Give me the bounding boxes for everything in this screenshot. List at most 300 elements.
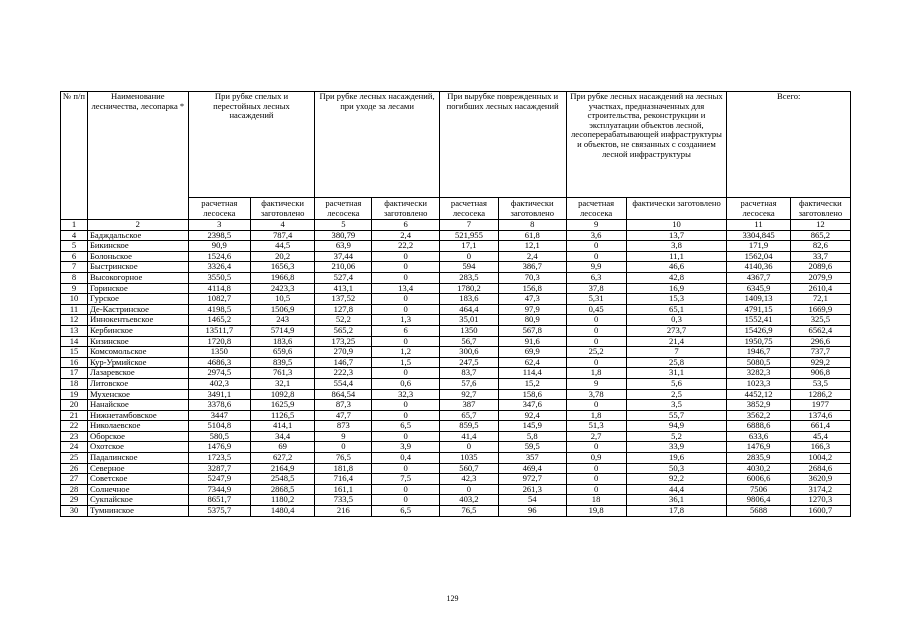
row-number-cell: 27 bbox=[61, 474, 88, 485]
value-cell: 243 bbox=[250, 315, 314, 326]
value-cell: 146,7 bbox=[315, 357, 372, 368]
value-cell: 32,3 bbox=[372, 389, 439, 400]
row-number-cell: 28 bbox=[61, 484, 88, 495]
row-number-cell: 18 bbox=[61, 378, 88, 389]
value-cell: 156,8 bbox=[499, 283, 566, 294]
value-cell: 3282,3 bbox=[727, 368, 790, 379]
value-cell: 1092,8 bbox=[250, 389, 314, 400]
value-cell: 92,7 bbox=[439, 389, 498, 400]
value-cell: 59,5 bbox=[499, 442, 566, 453]
value-cell: 36,1 bbox=[626, 495, 727, 506]
value-cell: 32,1 bbox=[250, 378, 314, 389]
row-number-cell: 22 bbox=[61, 421, 88, 432]
value-cell: 4114,8 bbox=[188, 283, 250, 294]
value-cell: 1723,5 bbox=[188, 453, 250, 464]
forestry-name-cell: Советское bbox=[87, 474, 188, 485]
value-cell: 42,3 bbox=[439, 474, 498, 485]
value-cell: 3447 bbox=[188, 410, 250, 421]
value-cell: 347,6 bbox=[499, 400, 566, 411]
value-cell: 2,7 bbox=[566, 431, 626, 442]
forestry-name-cell: Солнечное bbox=[87, 484, 188, 495]
value-cell: 2868,5 bbox=[250, 484, 314, 495]
value-cell: 3304,845 bbox=[727, 230, 790, 241]
forestry-name-cell: Кур-Урмийское bbox=[87, 357, 188, 368]
value-cell: 91,6 bbox=[499, 336, 566, 347]
value-cell: 716,4 bbox=[315, 474, 372, 485]
value-cell: 92,2 bbox=[626, 474, 727, 485]
forestry-name-cell: Сукпайское bbox=[87, 495, 188, 506]
value-cell: 7506 bbox=[727, 484, 790, 495]
value-cell: 5104,8 bbox=[188, 421, 250, 432]
value-cell: 386,7 bbox=[499, 262, 566, 273]
value-cell: 53,5 bbox=[790, 378, 850, 389]
value-cell: 54 bbox=[499, 495, 566, 506]
value-cell: 34,4 bbox=[250, 431, 314, 442]
forestry-name-cell: Комсомольское bbox=[87, 347, 188, 358]
value-cell: 403,2 bbox=[439, 495, 498, 506]
table-row bbox=[61, 325, 851, 336]
forestry-name-cell: Де-Кастринское bbox=[87, 304, 188, 315]
forestry-name-cell: Тумнинское bbox=[87, 506, 188, 517]
table-row bbox=[61, 378, 851, 389]
value-cell: 270,9 bbox=[315, 347, 372, 358]
value-cell: 9 bbox=[566, 378, 626, 389]
value-cell: 5,6 bbox=[626, 378, 727, 389]
table-row bbox=[61, 389, 851, 400]
value-cell: 0 bbox=[439, 251, 498, 262]
row-number-cell: 24 bbox=[61, 442, 88, 453]
value-cell: 6888,6 bbox=[727, 421, 790, 432]
column-number: 6 bbox=[372, 220, 439, 231]
value-cell: 4791,15 bbox=[727, 304, 790, 315]
value-cell: 0 bbox=[372, 272, 439, 283]
forestry-name-cell: Мухенское bbox=[87, 389, 188, 400]
value-cell: 57,6 bbox=[439, 378, 498, 389]
value-cell: 1270,3 bbox=[790, 495, 850, 506]
value-cell: 19,8 bbox=[566, 506, 626, 517]
value-cell: 9 bbox=[315, 431, 372, 442]
value-cell: 659,6 bbox=[250, 347, 314, 358]
value-cell: 47,3 bbox=[499, 294, 566, 305]
row-number-cell: 17 bbox=[61, 368, 88, 379]
forestry-name-cell: Горинское bbox=[87, 283, 188, 294]
row-number-cell: 23 bbox=[61, 431, 88, 442]
value-cell: 41,4 bbox=[439, 431, 498, 442]
value-cell: 380,79 bbox=[315, 230, 372, 241]
table-row bbox=[61, 421, 851, 432]
row-number-cell: 8 bbox=[61, 272, 88, 283]
forestry-name-cell: Бикинское bbox=[87, 241, 188, 252]
value-cell: 161,1 bbox=[315, 484, 372, 495]
value-cell: 1,8 bbox=[566, 368, 626, 379]
value-cell: 97,9 bbox=[499, 304, 566, 315]
row-number-cell: 15 bbox=[61, 347, 88, 358]
value-cell: 3287,7 bbox=[188, 463, 250, 474]
value-cell: 87,3 bbox=[315, 400, 372, 411]
table-row bbox=[61, 431, 851, 442]
header-row bbox=[61, 92, 851, 198]
value-cell: 37,8 bbox=[566, 283, 626, 294]
value-cell: 567,8 bbox=[499, 325, 566, 336]
value-cell: 56,7 bbox=[439, 336, 498, 347]
header-group-total: Всего: bbox=[727, 92, 851, 198]
value-cell: 137,52 bbox=[315, 294, 372, 305]
table-row bbox=[61, 463, 851, 474]
forestry-name-cell: Болоньское bbox=[87, 251, 188, 262]
value-cell: 1552,41 bbox=[727, 315, 790, 326]
value-cell: 50,3 bbox=[626, 463, 727, 474]
value-cell: 5,2 bbox=[626, 431, 727, 442]
value-cell: 0 bbox=[372, 463, 439, 474]
value-cell: 63,9 bbox=[315, 241, 372, 252]
value-cell: 1476,9 bbox=[727, 442, 790, 453]
table-row bbox=[61, 230, 851, 241]
subheader-planned: расчетная лесосека bbox=[439, 198, 498, 220]
value-cell: 0 bbox=[372, 336, 439, 347]
value-cell: 17,1 bbox=[439, 241, 498, 252]
row-number-cell: 5 bbox=[61, 241, 88, 252]
value-cell: 0 bbox=[372, 251, 439, 262]
value-cell: 44,4 bbox=[626, 484, 727, 495]
value-cell: 2835,9 bbox=[727, 453, 790, 464]
value-cell: 72,1 bbox=[790, 294, 850, 305]
value-cell: 0 bbox=[439, 484, 498, 495]
value-cell: 5714,9 bbox=[250, 325, 314, 336]
value-cell: 5,31 bbox=[566, 294, 626, 305]
header-group-damaged: При вырубке поврежденных и погибших лесных насаждений bbox=[439, 92, 566, 198]
subheader-actual: фактически заготовлено bbox=[372, 198, 439, 220]
value-cell: 6,5 bbox=[372, 421, 439, 432]
value-cell: 0 bbox=[439, 442, 498, 453]
table-row bbox=[61, 495, 851, 506]
value-cell: 55,7 bbox=[626, 410, 727, 421]
value-cell: 9,9 bbox=[566, 262, 626, 273]
forestry-name-cell: Северное bbox=[87, 463, 188, 474]
value-cell: 1524,6 bbox=[188, 251, 250, 262]
value-cell: 402,3 bbox=[188, 378, 250, 389]
value-cell: 15,3 bbox=[626, 294, 727, 305]
value-cell: 25,8 bbox=[626, 357, 727, 368]
value-cell: 839,5 bbox=[250, 357, 314, 368]
value-cell: 0 bbox=[566, 463, 626, 474]
value-cell: 1669,9 bbox=[790, 304, 850, 315]
row-number-cell: 11 bbox=[61, 304, 88, 315]
value-cell: 0 bbox=[566, 325, 626, 336]
value-cell: 16,9 bbox=[626, 283, 727, 294]
value-cell: 69 bbox=[250, 442, 314, 453]
value-cell: 283,5 bbox=[439, 272, 498, 283]
value-cell: 1950,75 bbox=[727, 336, 790, 347]
value-cell: 560,7 bbox=[439, 463, 498, 474]
value-cell: 464,4 bbox=[439, 304, 498, 315]
table-row bbox=[61, 400, 851, 411]
table-row bbox=[61, 474, 851, 485]
value-cell: 6,3 bbox=[566, 272, 626, 283]
value-cell: 906,8 bbox=[790, 368, 850, 379]
value-cell: 3852,9 bbox=[727, 400, 790, 411]
row-number-cell: 13 bbox=[61, 325, 88, 336]
header-number: № п/п bbox=[61, 92, 88, 220]
value-cell: 565,2 bbox=[315, 325, 372, 336]
value-cell: 5688 bbox=[727, 506, 790, 517]
value-cell: 1720,8 bbox=[188, 336, 250, 347]
value-cell: 76,5 bbox=[439, 506, 498, 517]
column-number: 5 bbox=[315, 220, 372, 231]
value-cell: 6,5 bbox=[372, 506, 439, 517]
value-cell: 19,6 bbox=[626, 453, 727, 464]
forestry-name-cell: Литовское bbox=[87, 378, 188, 389]
value-cell: 21,4 bbox=[626, 336, 727, 347]
row-number-cell: 29 bbox=[61, 495, 88, 506]
value-cell: 92,4 bbox=[499, 410, 566, 421]
value-cell: 1023,3 bbox=[727, 378, 790, 389]
value-cell: 527,4 bbox=[315, 272, 372, 283]
value-cell: 114,4 bbox=[499, 368, 566, 379]
value-cell: 3491,1 bbox=[188, 389, 250, 400]
value-cell: 18 bbox=[566, 495, 626, 506]
forestry-name-cell: Лазаревское bbox=[87, 368, 188, 379]
value-cell: 6006,6 bbox=[727, 474, 790, 485]
table-row bbox=[61, 336, 851, 347]
forestry-name-cell: Кизинское bbox=[87, 336, 188, 347]
value-cell: 3620,9 bbox=[790, 474, 850, 485]
value-cell: 3,6 bbox=[566, 230, 626, 241]
value-cell: 972,7 bbox=[499, 474, 566, 485]
value-cell: 0 bbox=[566, 315, 626, 326]
table-row bbox=[61, 506, 851, 517]
table-row bbox=[61, 453, 851, 464]
value-cell: 0 bbox=[566, 251, 626, 262]
value-cell: 2089,6 bbox=[790, 262, 850, 273]
value-cell: 83,7 bbox=[439, 368, 498, 379]
value-cell: 0 bbox=[372, 400, 439, 411]
column-number: 3 bbox=[188, 220, 250, 231]
header-group-care: При рубке лесных насаждений, при уходе за лесами bbox=[315, 92, 440, 198]
value-cell: 2974,5 bbox=[188, 368, 250, 379]
value-cell: 6562,4 bbox=[790, 325, 850, 336]
row-number-cell: 20 bbox=[61, 400, 88, 411]
forestry-name-cell: Нанайское bbox=[87, 400, 188, 411]
page-number: 129 bbox=[446, 594, 459, 603]
column-number: 8 bbox=[499, 220, 566, 231]
row-number-cell: 16 bbox=[61, 357, 88, 368]
value-cell: 1,3 bbox=[372, 315, 439, 326]
value-cell: 929,2 bbox=[790, 357, 850, 368]
table-row bbox=[61, 410, 851, 421]
forestry-name-cell: Высокогорное bbox=[87, 272, 188, 283]
value-cell: 0 bbox=[315, 442, 372, 453]
value-cell: 1600,7 bbox=[790, 506, 850, 517]
value-cell: 1,5 bbox=[372, 357, 439, 368]
value-cell: 76,5 bbox=[315, 453, 372, 464]
value-cell: 127,8 bbox=[315, 304, 372, 315]
value-cell: 0,6 bbox=[372, 378, 439, 389]
row-number-cell: 30 bbox=[61, 506, 88, 517]
value-cell: 94,9 bbox=[626, 421, 727, 432]
value-cell: 0,3 bbox=[626, 315, 727, 326]
value-cell: 1656,3 bbox=[250, 262, 314, 273]
value-cell: 7 bbox=[626, 347, 727, 358]
row-number-cell: 14 bbox=[61, 336, 88, 347]
subheader-actual: фактически заготовлено bbox=[626, 198, 727, 220]
value-cell: 0 bbox=[566, 241, 626, 252]
table-row bbox=[61, 368, 851, 379]
value-cell: 580,5 bbox=[188, 431, 250, 442]
value-cell: 521,955 bbox=[439, 230, 498, 241]
value-cell: 633,6 bbox=[727, 431, 790, 442]
value-cell: 90,9 bbox=[188, 241, 250, 252]
value-cell: 181,8 bbox=[315, 463, 372, 474]
value-cell: 47,7 bbox=[315, 410, 372, 421]
value-cell: 3550,5 bbox=[188, 272, 250, 283]
value-cell: 22,2 bbox=[372, 241, 439, 252]
value-cell: 65,1 bbox=[626, 304, 727, 315]
value-cell: 4198,5 bbox=[188, 304, 250, 315]
value-cell: 1625,9 bbox=[250, 400, 314, 411]
value-cell: 0 bbox=[372, 368, 439, 379]
value-cell: 469,4 bbox=[499, 463, 566, 474]
column-number-row bbox=[61, 220, 851, 231]
value-cell: 61,8 bbox=[499, 230, 566, 241]
value-cell: 357 bbox=[499, 453, 566, 464]
value-cell: 2,4 bbox=[372, 230, 439, 241]
row-number-cell: 6 bbox=[61, 251, 88, 262]
value-cell: 3,78 bbox=[566, 389, 626, 400]
value-cell: 7,5 bbox=[372, 474, 439, 485]
table-row bbox=[61, 442, 851, 453]
value-cell: 0,9 bbox=[566, 453, 626, 464]
row-number-cell: 10 bbox=[61, 294, 88, 305]
forestry-name-cell: Оборское bbox=[87, 431, 188, 442]
value-cell: 11,1 bbox=[626, 251, 727, 262]
row-number-cell: 19 bbox=[61, 389, 88, 400]
value-cell: 1409,13 bbox=[727, 294, 790, 305]
value-cell: 31,1 bbox=[626, 368, 727, 379]
table-row bbox=[61, 241, 851, 252]
value-cell: 183,6 bbox=[439, 294, 498, 305]
value-cell: 737,7 bbox=[790, 347, 850, 358]
value-cell: 82,6 bbox=[790, 241, 850, 252]
value-cell: 222,3 bbox=[315, 368, 372, 379]
column-number: 4 bbox=[250, 220, 314, 231]
row-number-cell: 4 bbox=[61, 230, 88, 241]
value-cell: 300,6 bbox=[439, 347, 498, 358]
value-cell: 13,4 bbox=[372, 283, 439, 294]
value-cell: 0 bbox=[566, 474, 626, 485]
value-cell: 0 bbox=[372, 431, 439, 442]
value-cell: 4030,2 bbox=[727, 463, 790, 474]
value-cell: 5247,9 bbox=[188, 474, 250, 485]
forestry-name-cell: Падалинское bbox=[87, 453, 188, 464]
value-cell: 33,7 bbox=[790, 251, 850, 262]
forestry-name-cell: Николаевское bbox=[87, 421, 188, 432]
value-cell: 12,1 bbox=[499, 241, 566, 252]
value-cell: 3174,2 bbox=[790, 484, 850, 495]
value-cell: 261,3 bbox=[499, 484, 566, 495]
value-cell: 2164,9 bbox=[250, 463, 314, 474]
value-cell: 325,5 bbox=[790, 315, 850, 326]
subheader-planned: расчетная лесосека bbox=[315, 198, 372, 220]
value-cell: 4686,3 bbox=[188, 357, 250, 368]
value-cell: 33,9 bbox=[626, 442, 727, 453]
row-number-cell: 7 bbox=[61, 262, 88, 273]
value-cell: 0,4 bbox=[372, 453, 439, 464]
subheader-actual: фактически заготовлено bbox=[790, 198, 850, 220]
value-cell: 20,2 bbox=[250, 251, 314, 262]
value-cell: 4367,7 bbox=[727, 272, 790, 283]
value-cell: 1480,4 bbox=[250, 506, 314, 517]
value-cell: 13,7 bbox=[626, 230, 727, 241]
forestry-name-cell: Охотское bbox=[87, 442, 188, 453]
value-cell: 2079,9 bbox=[790, 272, 850, 283]
value-cell: 37,44 bbox=[315, 251, 372, 262]
value-cell: 859,5 bbox=[439, 421, 498, 432]
value-cell: 6345,9 bbox=[727, 283, 790, 294]
value-cell: 15426,9 bbox=[727, 325, 790, 336]
value-cell: 171,9 bbox=[727, 241, 790, 252]
value-cell: 0 bbox=[372, 304, 439, 315]
table-row bbox=[61, 315, 851, 326]
value-cell: 65,7 bbox=[439, 410, 498, 421]
value-cell: 35,01 bbox=[439, 315, 498, 326]
forestry-name-cell: Иннокентьевское bbox=[87, 315, 188, 326]
subheader-planned: расчетная лесосека bbox=[727, 198, 790, 220]
column-number: 2 bbox=[87, 220, 188, 231]
forestry-name-cell: Кербинское bbox=[87, 325, 188, 336]
value-cell: 1,2 bbox=[372, 347, 439, 358]
value-cell: 787,4 bbox=[250, 230, 314, 241]
value-cell: 173,25 bbox=[315, 336, 372, 347]
value-cell: 594 bbox=[439, 262, 498, 273]
value-cell: 4140,36 bbox=[727, 262, 790, 273]
value-cell: 4452,12 bbox=[727, 389, 790, 400]
forestry-name-cell: Быстринское bbox=[87, 262, 188, 273]
subheader-planned: расчетная лесосека bbox=[566, 198, 626, 220]
value-cell: 2548,5 bbox=[250, 474, 314, 485]
header-group-construction: При рубке лесных насаждений на лесных участках, предназначенных для строительства, реконструкции и эксплуатации объектов лесной, лесоперерабатывающей инфраструктуры и объектов, не связанных с созданием лесной инфраструктуры bbox=[566, 92, 727, 198]
column-number: 7 bbox=[439, 220, 498, 231]
value-cell: 387 bbox=[439, 400, 498, 411]
value-cell: 1350 bbox=[188, 347, 250, 358]
value-cell: 166,3 bbox=[790, 442, 850, 453]
value-cell: 0 bbox=[372, 262, 439, 273]
table-row bbox=[61, 283, 851, 294]
column-number: 1 bbox=[61, 220, 88, 231]
forestry-name-cell: Бадждальское bbox=[87, 230, 188, 241]
value-cell: 865,2 bbox=[790, 230, 850, 241]
value-cell: 2,4 bbox=[499, 251, 566, 262]
value-cell: 761,3 bbox=[250, 368, 314, 379]
value-cell: 554,4 bbox=[315, 378, 372, 389]
value-cell: 1082,7 bbox=[188, 294, 250, 305]
table-row bbox=[61, 357, 851, 368]
value-cell: 0 bbox=[566, 357, 626, 368]
value-cell: 3562,2 bbox=[727, 410, 790, 421]
value-cell: 627,2 bbox=[250, 453, 314, 464]
value-cell: 1286,2 bbox=[790, 389, 850, 400]
value-cell: 1004,2 bbox=[790, 453, 850, 464]
table-row bbox=[61, 294, 851, 305]
table-row bbox=[61, 272, 851, 283]
column-number: 10 bbox=[626, 220, 727, 231]
value-cell: 273,7 bbox=[626, 325, 727, 336]
value-cell: 0 bbox=[372, 495, 439, 506]
value-cell: 0 bbox=[372, 410, 439, 421]
value-cell: 6 bbox=[372, 325, 439, 336]
value-cell: 2684,6 bbox=[790, 463, 850, 474]
value-cell: 7344,9 bbox=[188, 484, 250, 495]
value-cell: 70,3 bbox=[499, 272, 566, 283]
